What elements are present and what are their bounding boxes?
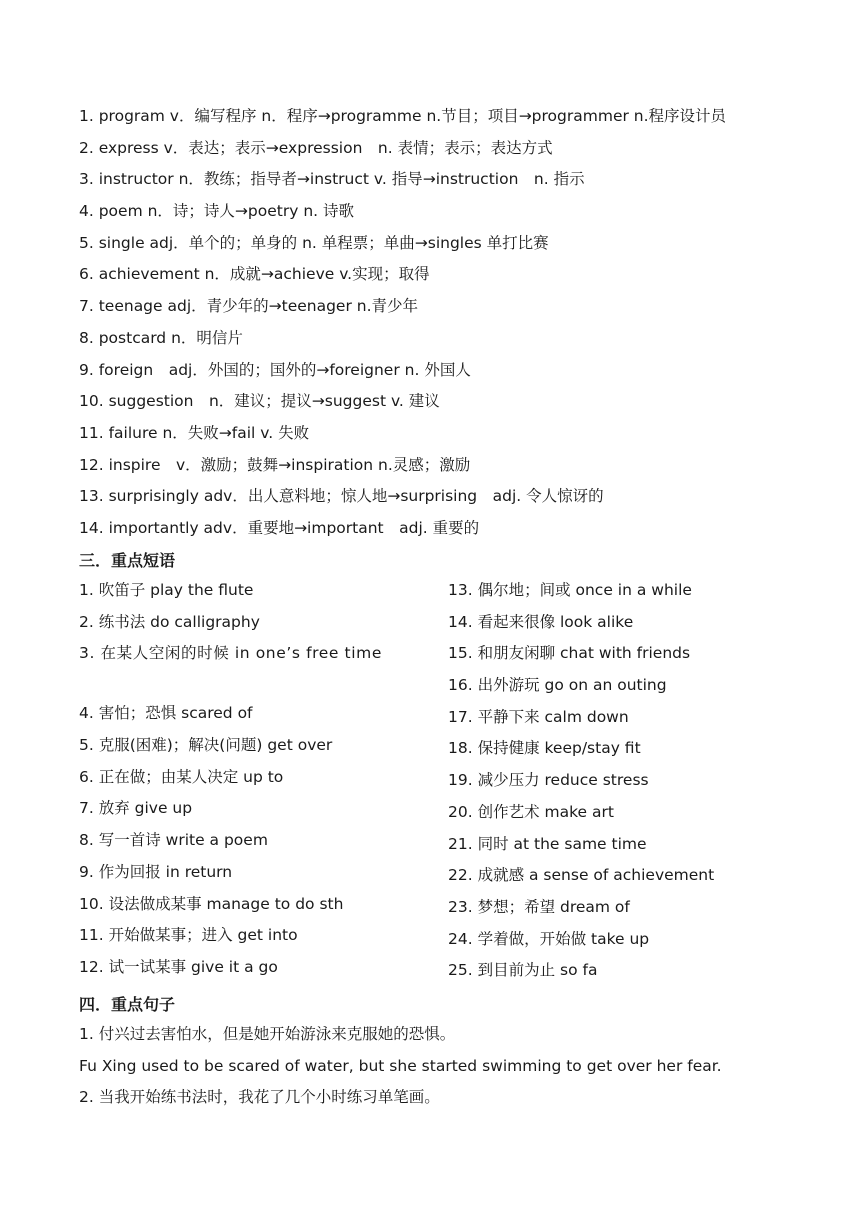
vocab-item: 4. poem n．诗；诗人→poetry n. 诗歌 bbox=[79, 202, 354, 221]
vocab-item: 9. foreign adj．外国的；国外的→foreigner n. 外国人 bbox=[79, 360, 471, 379]
sentence-item: 1. 付兴过去害怕水，但是她开始游泳来克服她的恐惧。 bbox=[79, 1025, 456, 1043]
sentence-item: 2. 当我开始练书法时，我花了几个小时练习单笔画。 bbox=[79, 1088, 440, 1107]
phrase-item: 18. 保持健康 keep/stay fit bbox=[448, 739, 641, 758]
phrase-item: 23. 梦想；希望 dream of bbox=[448, 897, 630, 916]
phrase-item: 20. 创作艺术 make art bbox=[448, 802, 614, 821]
phrase-item: 14. 看起来很像 look alike bbox=[448, 612, 634, 631]
vocab-item: 12. inspire v．激励；鼓舞→inspiration n.灵感；激励 bbox=[79, 455, 471, 474]
phrase-item: 16. 出外游玩 go on an outing bbox=[448, 676, 667, 695]
phrase-item: 3. 在某人空闲的时候 in one’s free time bbox=[79, 644, 382, 663]
phrase-item: 17. 平静下来 calm down bbox=[448, 707, 629, 726]
phrase-item: 5. 克服(困难)；解决(问题) get over bbox=[79, 736, 333, 755]
sentences-heading: 四．重点句子 bbox=[79, 995, 176, 1014]
phrase-item: 22. 成就感 a sense of achievement bbox=[448, 866, 715, 885]
vocab-item: 5. single adj．单个的；单身的 n. 单程票；单曲→singles 单打比赛 bbox=[79, 233, 549, 252]
vocab-item: 6. achievement n．成就→achieve v.实现；取得 bbox=[79, 265, 430, 284]
vocab-item: 7. teenage adj．青少年的→teenager n.青少年 bbox=[79, 297, 419, 316]
phrase-item: 4. 害怕；恐惧 scared of bbox=[79, 704, 253, 723]
phrases-left-column bbox=[79, 575, 424, 984]
vocab-item: 2. express v．表达；表示→expression n. 表情；表示；表达方式 bbox=[79, 138, 553, 157]
phrase-item: 10. 设法做成某事 manage to do sth bbox=[79, 894, 344, 913]
phrase-item: 11. 开始做某事；进入 get into bbox=[79, 926, 298, 945]
phrase-item: 15. 和朋友闲聊 chat with friends bbox=[448, 644, 691, 663]
vocab-item: 13. surprisingly adv．出人意料地；惊人地→surprising adj. 令人惊讶的 bbox=[79, 487, 604, 506]
phrase-item: 1. 吹笛子 play the flute bbox=[79, 581, 254, 599]
phrase-item: 9. 作为回报 in return bbox=[79, 862, 233, 881]
phrase-item: 8. 写一首诗 write a poem bbox=[79, 831, 268, 850]
phrase-item: 19. 减少压力 reduce stress bbox=[448, 771, 649, 790]
phrase-item: 21. 同时 at the same time bbox=[448, 834, 647, 853]
phrases-right-column bbox=[448, 575, 788, 987]
phrase-item: 7. 放弃 give up bbox=[79, 799, 193, 818]
vocab-item: 1. program v．编写程序 n．程序→programme n.节目；项目→programmer n.程序设计员 bbox=[79, 107, 727, 125]
vocabulary-list bbox=[79, 101, 839, 545]
vocab-item: 10. suggestion n．建议；提议→suggest v. 建议 bbox=[79, 392, 440, 411]
vocab-item: 3. instructor n．教练；指导者→instruct v. 指导→instruction n. 指示 bbox=[79, 170, 585, 189]
phrase-item: 12. 试一试某事 give it a go bbox=[79, 957, 278, 976]
phrases-heading: 三．重点短语 bbox=[79, 551, 176, 570]
sentences-list bbox=[79, 1019, 839, 1114]
phrase-item: 6. 正在做；由某人决定 up to bbox=[79, 767, 284, 786]
sentence-item: Fu Xing used to be scared of water, but she started swimming to get over her fear. bbox=[79, 1056, 722, 1075]
phrase-item: 25. 到目前为止 so fa bbox=[448, 961, 598, 980]
phrase-item: 2. 练书法 do calligraphy bbox=[79, 612, 260, 631]
vocab-item: 14. importantly adv．重要地→important adj. 重要的 bbox=[79, 518, 480, 537]
phrase-item: 24. 学着做，开始做 take up bbox=[448, 929, 650, 948]
vocab-item: 11. failure n．失败→fail v. 失败 bbox=[79, 423, 310, 442]
phrase-item: 13. 偶尔地；间或 once in a while bbox=[448, 581, 692, 599]
vocab-item: 8. postcard n．明信片 bbox=[79, 328, 243, 347]
